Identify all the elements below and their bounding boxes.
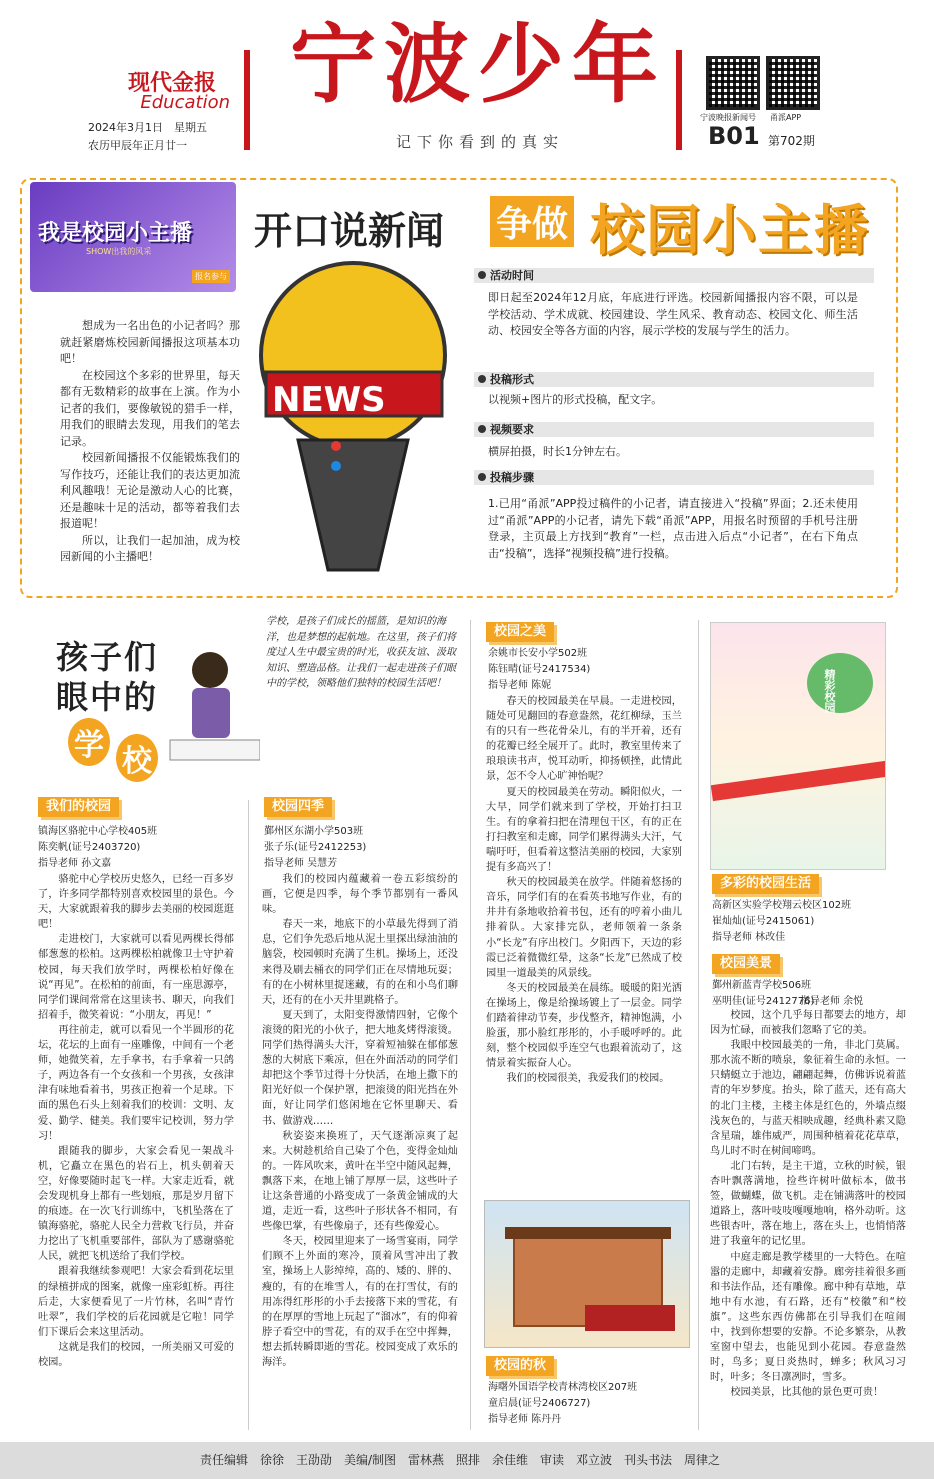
section-text-video: 横屏拍摄，时长1分钟左右。	[488, 445, 627, 458]
article-school: 鄞州新蓝青学校506班	[712, 980, 812, 991]
article-teacher: 指导老师 孙文嘉	[38, 858, 112, 869]
mic-button-red	[331, 441, 341, 451]
intro-paragraph: 所以，让我们一起加油，成为校园新闻的小主播吧！	[60, 533, 240, 563]
feature-heading: 开口说新闻	[254, 209, 445, 253]
article-author: 崔灿灿(证号2415061)	[712, 916, 815, 927]
article-author: 张子乐(证号2412253)	[264, 842, 367, 853]
intro-paragraph: 在校园这个多彩的世界里，每天都有无数精彩的故事在上演。作为小记者的我们，要像敏锐的猎手一样，用我们的眼睛去发现，用我们的笔去记录。	[60, 368, 240, 448]
open-book	[170, 740, 260, 760]
article-paragraph: 这就是我们的校园，一所美丽又可爱的校园。	[38, 1341, 234, 1368]
article-paragraph: 冬天，校园里迎来了一场雪宴雨，同学们顾不上外面的寒冷，顶着风雪冲出了教室，操场上人影绰绰，高的、矮的、胖的、瘦的，有的在堆雪人，有的在打雪仗，有的用冻得红彤彤的小手去接落下来的雪花，有的在厚厚的雪地上玩起了“溜冰”，有的仰着脖子看空中的雪花，有的双手在空中挥舞，想去抓转瞬即逝的雪花。校园变成了欢乐的海洋。	[262, 1236, 458, 1368]
masthead-divider-left	[244, 50, 250, 150]
section-bar-video	[474, 422, 874, 437]
article-paragraph: 校园美景，比其他的景色更可贵！	[730, 1387, 884, 1399]
article-author: 陈钰晴(证号2417534)	[488, 664, 591, 675]
section-bar-steps	[474, 470, 874, 485]
intro-paragraph: 想成为一名出色的小记者吗？那就赶紧磨炼校园新闻播报这项基本功吧！	[60, 319, 240, 365]
lunar-date: 农历甲辰年正月廿一	[88, 139, 187, 152]
article-head: 校园的秋	[486, 1356, 554, 1376]
masthead-title: 宁波少年	[290, 14, 666, 115]
section-bar-format	[474, 372, 874, 387]
article-paragraph: 北门右转，是主干道，立秋的时候，银杏叶飘落满地，捡些许树叶做标本，做书签，做蝴蝶，做飞机。走在铺满落叶的校园道路上，落叶吱吱嘎嘎地响，格外动听。这些银杏叶，落在地上，落在头上，也悄悄落进了我童年的记忆里。	[710, 1160, 906, 1248]
issue-date: 2024年3月1日 星期五	[88, 121, 207, 134]
section-text-steps: 1.已用“甬派”APP投过稿件的小记者，请直接进入“投稿”界面；2.还未使用过“甬派”APP的小记者，请先下载“甬派”APP，用报名时预留的手机号注册登录，主页最上方找到“教育”一栏，点击进入后点“小记者”，在右下角点击“投稿”，选择“视频投稿”进行投稿。	[488, 497, 858, 560]
qr-label-app: 甬派APP	[770, 113, 802, 122]
credits-footer: 责任编辑 徐徐 王劭劭 美编/制图 雷林燕 照排 余佳维 审读 邓立波 刊头书法 周律之	[0, 1442, 934, 1479]
banner-image	[30, 182, 236, 292]
column-rule	[470, 620, 471, 1430]
page-code: B01	[708, 122, 760, 150]
qr-code-news[interactable]	[706, 56, 760, 110]
section-title: 视频要求	[490, 423, 534, 436]
qr-label-news: 宁波晚报新闻号	[700, 113, 756, 122]
article-paragraph: 跟着我继续参观吧！大家会看到花坛里的绿植拼成的图案，就像一座彩虹桥。再往后走，大家便看见了一片竹林，名叫“青竹吐翠”，我们学校的后花园就是它啦！同学们下课后会来这里活动。	[38, 1266, 234, 1338]
article-paragraph: 秋姿姿来换班了，天气逐渐凉爽了起来。大树趁机给自己染了个色，变得金灿灿的。一阵风吹来，黄叶在半空中随风起舞，飘落下来，在地上铺了厚厚一层，这些叶子让这条普通的小路变成了一条黄金铺成的大道，走近一看，这些叶子形状各不相同，有些像巴掌，有些像扇子，还有些像爱心。	[262, 1130, 458, 1233]
article-author: 陈奕帆(证号2403720)	[38, 842, 141, 853]
article-body	[710, 1008, 906, 1400]
bullet-icon	[478, 375, 486, 383]
article-school: 余姚市长安小学502班	[488, 648, 588, 659]
article-paragraph: 中庭走廊是教学楼里的一大特色。在喧嚣的走廊中，却藏着安静。廊旁挂着很多画和书法作品，还有雕像。廊中种有草地，草地中有水池，有石路，还有“校徽”和“校旗”。这些东西仿佛都在引导我们在喧闹中，找到你想要的安静。不论多繁杂，从教室窗中望去，也能见到小花园。春意盎然时，鸟多；夏日炎热时，蝉多；秋风习习时，叶多；冬日凛冽时，雪多。	[710, 1251, 906, 1384]
masthead-divider-right	[676, 50, 682, 150]
article-teacher: 指导老师 林改佳	[712, 932, 786, 943]
feature-heading-highlight: 争做	[490, 196, 574, 247]
article-author: 童启晨(证号2406727)	[488, 1398, 591, 1409]
theme-title-line2: 眼中的	[56, 678, 159, 716]
banner-title: 我是校园小主播	[38, 221, 193, 246]
girl-reading-illustration	[160, 640, 260, 780]
article-paragraph: 跟随我的脚步，大家会看见一架战斗机，它矗立在黑色的岩石上，机头朝着天空，好像要随时起飞一样。大家走近看，就会发现机身上都有一些划痕，那是岁月留下的痕迹。在一次飞行训练中，飞机坠落在了镇海骆驼，骆驼人民全力营救飞行员，并奋力挖出了飞机重要部件，部队为了感谢骆驼人民，就把飞机送给了我们学校。	[38, 1145, 234, 1263]
drawing-caption: 精彩校园	[823, 669, 836, 713]
article-school: 高新区实验学校翔云校区102班	[712, 900, 852, 911]
girl-body	[192, 688, 230, 738]
article-teacher: 指导老师 陈妮	[488, 680, 552, 691]
feature-heading-main: 校园小主播	[590, 199, 870, 262]
mic-news-label: NEWS	[272, 380, 386, 420]
drawing-tree	[807, 653, 873, 713]
article-school: 海曙外国语学校青林湾校区207班	[488, 1382, 638, 1393]
building-gate-sign	[585, 1305, 675, 1331]
building-roof	[505, 1227, 671, 1239]
school-building-illustration	[484, 1200, 690, 1348]
article-head: 多彩的校园生活	[712, 874, 819, 894]
article-head: 我们的校园	[38, 797, 119, 817]
article-body	[38, 872, 234, 1370]
article-paragraph: 春天一来，地底下的小草最先得到了消息，它们争先恐后地从泥土里探出绿油油的脑袋，校园顿时充满了生机。操场上，还没来得及刷去桶衣的同学们正在尽情地玩耍；有的在小树林里捉迷藏，有的在和小鸟们聊天，还有的在小天井里跳格子。	[262, 919, 458, 1006]
article-paragraph: 走进校门，大家就可以看见两棵长得郁郁葱葱的松柏。这两棵松柏就像卫士守护着校园，每天我们放学时，两棵松柏好像在说“再见”。在松柏的前面，有一座思源亭，同学们课间常常在这里读书、聊天，向我们招着手，微笑着说：“小朋友，再见！”	[38, 934, 234, 1021]
article-teacher: 指导老师 吴慧芳	[264, 858, 338, 869]
article-paragraph: 春天的校园最美在早晨。一走进校园，随处可见翻回的春意盎然，花红柳绿，玉兰有的只有一些花骨朵儿，有的半开着，还有的花瓣已经全展开了。此时，教室里传来了琅琅读书声，悦耳动听，抑扬顿挫，此情此景，怎不令人心旷神怡呢？	[486, 696, 682, 783]
banner-badge: 报名参与	[192, 270, 230, 283]
article-body	[262, 872, 458, 1370]
issue-number: 第702期	[768, 134, 815, 148]
article-paragraph: 我眼中校园最美的一角，非北门莫属。那水流不断的喷泉，象征着生命的永恒。一只蜻蜓立于池边，翩翩起舞，仿佛诉说着蓝青的年岁梦度。抬头，除了蓝天，还有高大的北门主楼，主楼主体是红色的，外墙点缀浅灰色的，与蓝天相映成趣，经典朴素又隐含星瑞，雄伟威严，周围种植着花花草草，鸟儿时不时在树间啼鸣。	[710, 1040, 906, 1157]
section-title: 活动时间	[490, 269, 534, 282]
theme-title-line3: 学	[68, 718, 110, 766]
section-text-time: 即日起至2024年12月底，年底进行评选。校园新闻播报内容不限，可以是学校活动、学术成就、校园建设、学生风采、教育动态、校园文化、师生活动、校园安全等各方面的内容，展示学校的发展与学生的活力。	[488, 291, 858, 337]
article-teacher: 指导老师 余悦	[800, 996, 864, 1007]
article-body	[486, 694, 682, 1086]
brand-sub: Education	[140, 92, 230, 113]
masthead-slogan: 记下你看到的真实	[396, 133, 565, 151]
bullet-icon	[478, 425, 486, 433]
article-paragraph: 夏天的校园最美在劳动。瞬阳似火，一大早，同学们就来到了学校，开始打扫卫生。有的拿着扫把在清理包干区，有的正在打扫教室和走廊，同学们累得满头大汗，气喘吁吁，但看着这整洁美丽的校园，大家别提有多高兴了！	[486, 786, 682, 874]
mic-button-blue	[331, 461, 341, 471]
banner-subtitle: SHOW出我的风采	[86, 247, 152, 256]
section-title: 投稿步骤	[490, 471, 534, 484]
column-rule	[248, 800, 249, 1430]
article-paragraph: 骆驼中心学校历史悠久，已经一百多岁了，许多同学都特别喜欢校园里的景色。今天，大家就跟着我的脚步去美丽的校园逛逛吧！	[38, 874, 234, 931]
article-paragraph: 校园，这个几乎每日都要去的地方，却因为忙碌，而被我们忽略了它的美。	[710, 1010, 906, 1037]
intro-paragraph: 校园新闻播报不仅能锻炼我们的写作技巧，还能让我们的表达更加流利风趣哦！无论是激动人心的比赛，还是趣味十足的活动，都等着我们去报道呢！	[60, 451, 240, 530]
article-paragraph: 夏天到了，太阳变得激情四射，它像个滚烫的阳光的小伙子，把大地炙烤得滚烫。同学们热得满头大汗，穿着短袖躲在郁郁葱葱的大树底下乘凉，但在外面活动的同学们却把这个季节过得十分快活，在地上撒下的阳光好似一个保护罩，把滚烫的阳光挡在外面，好让同学们悠闲地在它怀里聊天、看书、做游戏……	[262, 1009, 458, 1127]
article-paragraph: 我们的校园很美，我爱我们的校园。	[506, 1073, 670, 1085]
article-paragraph: 秋天的校园最美在放学。伴随着悠扬的音乐，同学们有的在看英书地写作业，有的井井有条地收拾着书包，还有的哼着小曲儿排着队。大家排完队，老师领着一条条小“长龙”有序出校门。夕阳西下，天边的彩霞已泛着微微红晕，这条“长龙”已然成了校园里一道最美的风景线。	[486, 877, 682, 979]
theme-quote: 学校，是孩子们成长的摇篮，是知识的海洋，也是梦想的起航地。在这里，孩子们将度过人生中最宝贵的时光，收获友谊、汲取知识、塑造品格。让我们一起走进孩子们眼中的学校，领略他们独特的校园生活吧！	[266, 616, 456, 689]
brand-name: 现代金报	[128, 71, 217, 96]
girl-head	[192, 652, 228, 688]
column-rule	[698, 620, 699, 1430]
article-head: 校园美景	[712, 954, 780, 974]
section-bar-time	[474, 268, 874, 283]
student-drawing-illustration	[710, 622, 886, 870]
theme-title-line4: 校	[116, 734, 158, 782]
mic-handle	[298, 440, 408, 570]
theme-title-line1: 孩子们	[56, 638, 159, 676]
article-school: 鄞州区东湖小学503班	[264, 826, 364, 837]
qr-code-app[interactable]	[766, 56, 820, 110]
article-teacher: 指导老师 陈丹丹	[488, 1414, 562, 1425]
article-school: 镇海区骆驼中心学校405班	[38, 826, 158, 837]
bullet-icon	[478, 271, 486, 279]
article-head: 校园之美	[486, 622, 554, 642]
article-paragraph: 再往前走，就可以看见一个半圆形的花坛，花坛的上面有一座雕像，中间有一个老师，她微笑着，左手拿书，右手拿着一只鸽子，两边各有一个女孩和一个男孩，女孩津津有味地看着书，男孩正抱着一个足球。下面的黑色石头上刻着我们的校训：文明、友爱、勤学、健美。我们要牢记校训，努力学习！	[38, 1024, 234, 1142]
article-paragraph: 我们的校园内蕴藏着一卷五彩缤纷的画，它便是四季，每个季节都别有一番风味。	[262, 874, 458, 916]
article-paragraph: 冬天的校园最美在晨练。暖暖的阳光洒在操场上，像是给操场镀上了一层金。同学们踏着律动节奏，步伐整齐，精神饱满，小脸蛋，那小脸红彤彤的，小手暖呼呼的。此刻，整个校园似乎连空气也跟着流动了，这情景着实振奋人心。	[486, 982, 682, 1070]
feature-intro	[60, 318, 240, 566]
section-title: 投稿形式	[490, 373, 534, 386]
article-author: 巫明佳(证号2412776)	[712, 996, 815, 1007]
drawing-ribbon	[711, 761, 886, 801]
bullet-icon	[478, 473, 486, 481]
section-text-format: 以视频+图片的形式投稿，配文字。	[488, 393, 663, 406]
article-head: 校园四季	[264, 797, 332, 817]
